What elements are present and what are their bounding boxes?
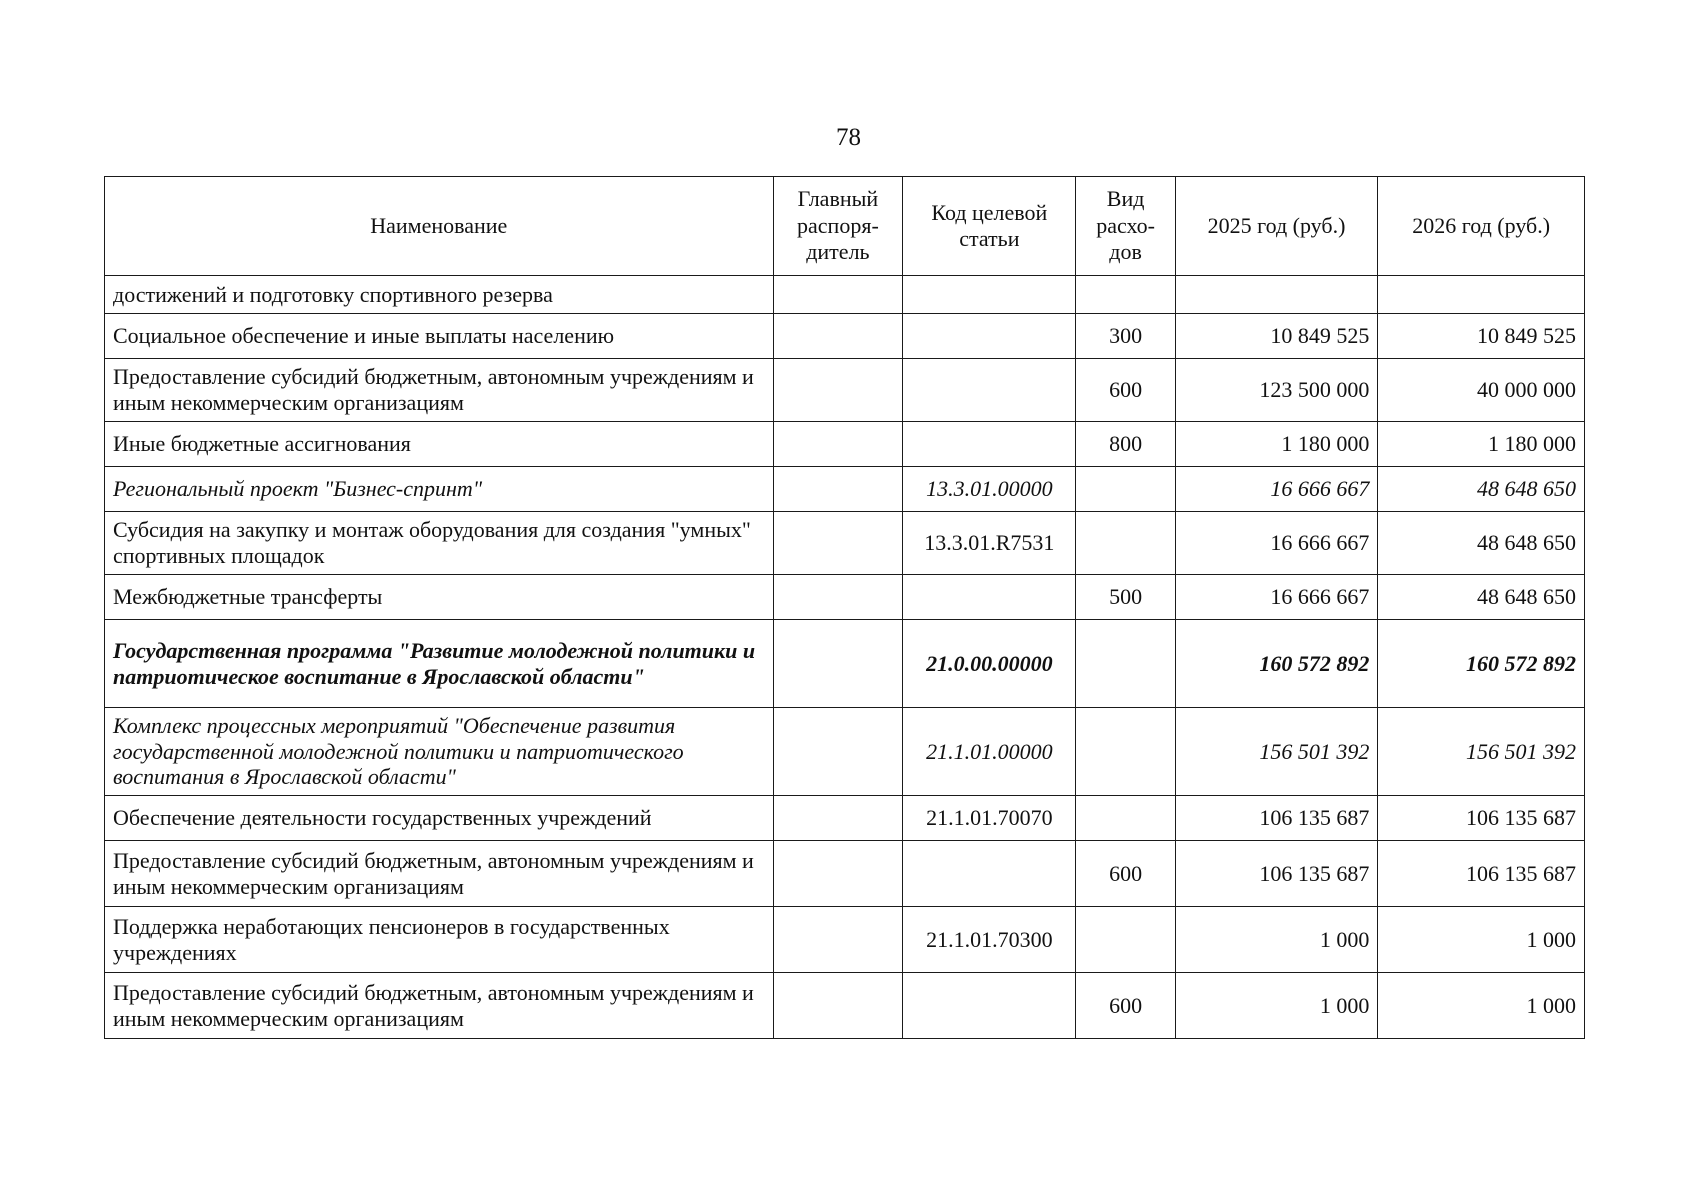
cell-code: [903, 422, 1076, 467]
table-row: [105, 314, 1585, 359]
cell-glavny: [773, 359, 903, 422]
cell-vid: [1076, 620, 1175, 708]
cell-name: Комплекс процессных мероприятий "Обеспечение развития государственной молодежной политики и патриотического воспитания в Ярославской области": [105, 708, 774, 796]
cell-2025: 1 180 000: [1175, 422, 1378, 467]
cell-2026: 48 648 650: [1378, 575, 1585, 620]
cell-vid: [1076, 276, 1175, 314]
cell-glavny: [773, 841, 903, 907]
cell-code: [903, 575, 1076, 620]
cell-name: Предоставление субсидий бюджетным, автономным учреждениям и иным некоммерческим организациям: [105, 359, 774, 422]
cell-2026: 40 000 000: [1378, 359, 1585, 422]
cell-2025: 16 666 667: [1175, 512, 1378, 575]
cell-code: 21.1.01.00000: [903, 708, 1076, 796]
cell-glavny: [773, 575, 903, 620]
cell-2026: 1 180 000: [1378, 422, 1585, 467]
cell-vid: 600: [1076, 841, 1175, 907]
cell-2025: [1175, 276, 1378, 314]
cell-vid: [1076, 708, 1175, 796]
cell-glavny: [773, 276, 903, 314]
cell-2026: 160 572 892: [1378, 620, 1585, 708]
table-row: [105, 841, 1585, 907]
cell-code: 21.1.01.70070: [903, 796, 1076, 841]
cell-name: Иные бюджетные ассигнования: [105, 422, 774, 467]
cell-vid: 600: [1076, 973, 1175, 1039]
cell-code: 13.3.01.R7531: [903, 512, 1076, 575]
cell-code: [903, 314, 1076, 359]
table-row: [105, 422, 1585, 467]
cell-vid: [1076, 796, 1175, 841]
cell-code: [903, 973, 1076, 1039]
table-row: [105, 359, 1585, 422]
table-row: [105, 796, 1585, 841]
cell-2025: 16 666 667: [1175, 467, 1378, 512]
cell-name: Государственная программа "Развитие молодежной политики и патриотическое воспитание в Ярославской области": [105, 620, 774, 708]
cell-2025: 106 135 687: [1175, 796, 1378, 841]
cell-code: 13.3.01.00000: [903, 467, 1076, 512]
cell-name: Обеспечение деятельности государственных учреждений: [105, 796, 774, 841]
page-number: 78: [836, 124, 861, 151]
cell-glavny: [773, 422, 903, 467]
cell-vid: 800: [1076, 422, 1175, 467]
header-year-2026: 2026 год (руб.): [1378, 177, 1585, 276]
cell-2025: 106 135 687: [1175, 841, 1378, 907]
cell-code: [903, 359, 1076, 422]
cell-2026: 106 135 687: [1378, 841, 1585, 907]
table-row: [105, 276, 1585, 314]
cell-code: [903, 841, 1076, 907]
cell-name: достижений и подготовку спортивного резерва: [105, 276, 774, 314]
cell-name: Межбюджетные трансферты: [105, 575, 774, 620]
cell-2025: 160 572 892: [1175, 620, 1378, 708]
table-row: [105, 907, 1585, 973]
cell-2026: 48 648 650: [1378, 512, 1585, 575]
cell-2025: 1 000: [1175, 907, 1378, 973]
cell-vid: [1076, 907, 1175, 973]
cell-glavny: [773, 907, 903, 973]
cell-2026: 156 501 392: [1378, 708, 1585, 796]
cell-2025: 1 000: [1175, 973, 1378, 1039]
cell-2026: 106 135 687: [1378, 796, 1585, 841]
cell-name: Социальное обеспечение и иные выплаты населению: [105, 314, 774, 359]
cell-vid: 500: [1076, 575, 1175, 620]
cell-vid: 300: [1076, 314, 1175, 359]
table-row: [105, 512, 1585, 575]
cell-2026: 1 000: [1378, 973, 1585, 1039]
header-name: Наименование: [105, 177, 774, 276]
cell-name: Предоставление субсидий бюджетным, автономным учреждениям и иным некоммерческим организациям: [105, 973, 774, 1039]
cell-glavny: [773, 314, 903, 359]
header-vid-rashodov: Вид расхо-дов: [1076, 177, 1175, 276]
header-year-2025: 2025 год (руб.): [1175, 177, 1378, 276]
cell-glavny: [773, 620, 903, 708]
cell-2026: 1 000: [1378, 907, 1585, 973]
table-row: [105, 973, 1585, 1039]
cell-name: Субсидия на закупку и монтаж оборудования для создания "умных" спортивных площадок: [105, 512, 774, 575]
cell-glavny: [773, 512, 903, 575]
table-row: [105, 575, 1585, 620]
cell-code: 21.0.00.00000: [903, 620, 1076, 708]
cell-2026: 10 849 525: [1378, 314, 1585, 359]
cell-vid: [1076, 512, 1175, 575]
table-row: [105, 708, 1585, 796]
cell-2026: 48 648 650: [1378, 467, 1585, 512]
cell-name: Поддержка неработающих пенсионеров в государственных учреждениях: [105, 907, 774, 973]
cell-glavny: [773, 796, 903, 841]
cell-2025: 10 849 525: [1175, 314, 1378, 359]
cell-vid: [1076, 467, 1175, 512]
cell-name: Региональный проект "Бизнес-спринт": [105, 467, 774, 512]
cell-2026: [1378, 276, 1585, 314]
budget-table: [104, 176, 1585, 1039]
cell-name: Предоставление субсидий бюджетным, автономным учреждениям и иным некоммерческим организациям: [105, 841, 774, 907]
cell-code: 21.1.01.70300: [903, 907, 1076, 973]
cell-2025: 16 666 667: [1175, 575, 1378, 620]
cell-glavny: [773, 708, 903, 796]
cell-glavny: [773, 973, 903, 1039]
cell-2025: 156 501 392: [1175, 708, 1378, 796]
cell-2025: 123 500 000: [1175, 359, 1378, 422]
table-body: [105, 276, 1585, 1039]
cell-glavny: [773, 467, 903, 512]
header-glavny-rasporyaditel: Главный распоря-дитель: [773, 177, 903, 276]
header-code: Код целевой статьи: [903, 177, 1076, 276]
table-row: [105, 467, 1585, 512]
table-header-row: [105, 177, 1585, 276]
table-row: [105, 620, 1585, 708]
cell-code: [903, 276, 1076, 314]
cell-vid: 600: [1076, 359, 1175, 422]
